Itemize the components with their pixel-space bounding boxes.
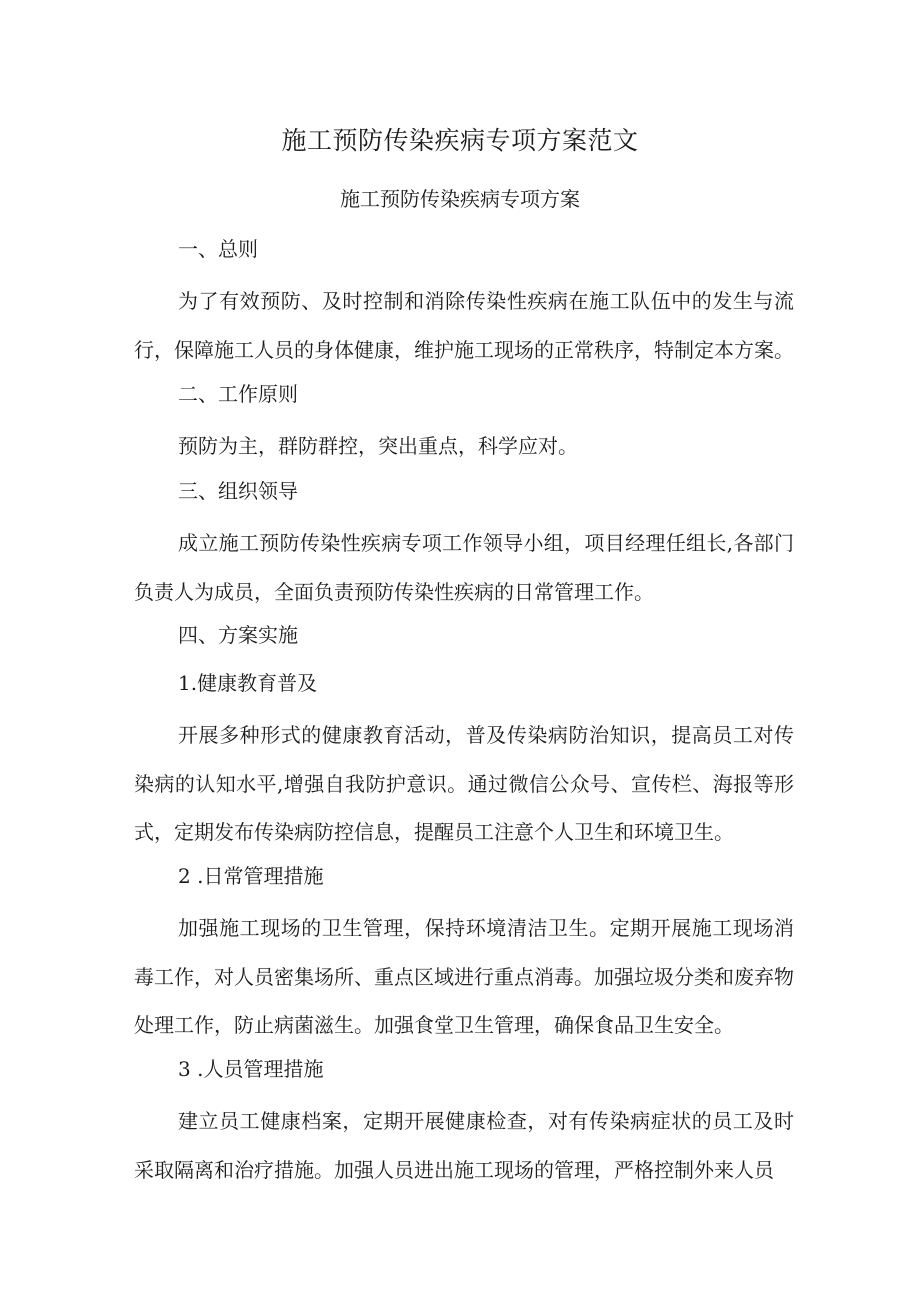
section-body-general: 为了有效预防、及时控制和消除传染性疾病在施工队伍中的发生与流行，保障施工人员的身体健康，维护施工现场的正常秩序，特制定本方案。 (134, 289, 794, 362)
section-body-principles: 预防为主，群防群控，突出重点，科学应对。 (178, 434, 578, 458)
section-heading-leadership: 三、组织领导 (178, 479, 298, 503)
section-body-leadership: 成立施工预防传染性疾病专项工作领导小组，项目经理任组长,各部门负责人为成员，全面负责预防传染性疾病的日常管理工作。 (134, 531, 794, 604)
section-heading-general: 一、总则 (178, 237, 258, 261)
item-body-personnel-management: 建立员工健康档案，定期开展健康检查，对有传染病症状的员工及时采取隔离和治疗措施。加强人员进出施工现场的管理，严格控制外来人员 (134, 1109, 794, 1182)
item-heading-health-education: 1.健康教育普及 (178, 671, 318, 695)
item-heading-personnel-management: 3 .人员管理措施 (178, 1057, 324, 1081)
document-subtitle: 施工预防传染疾病专项方案 (340, 187, 580, 211)
document-title: 施工预防传染疾病专项方案范文 (281, 126, 639, 155)
section-heading-implementation: 四、方案实施 (178, 623, 298, 647)
item-body-daily-management: 加强施工现场的卫生管理，保持环境清洁卫生。定期开展施工现场消毒工作，对人员密集场所、重点区域进行重点消毒。加强垃圾分类和废弃物处理工作，防止病菌滋生。加强食堂卫生管理，确保食品卫生安全。 (134, 916, 794, 1037)
item-heading-daily-management: 2 .日常管理措施 (178, 864, 324, 888)
item-body-health-education: 开展多种形式的健康教育活动，普及传染病防治知识，提高员工对传染病的认知水平,增强自我防护意识。通过微信公众号、宣传栏、海报等形式，定期发布传染病防控信息，提醒员工注意个人卫生和环境卫生。 (134, 723, 794, 844)
section-heading-principles: 二、工作原则 (178, 382, 298, 406)
